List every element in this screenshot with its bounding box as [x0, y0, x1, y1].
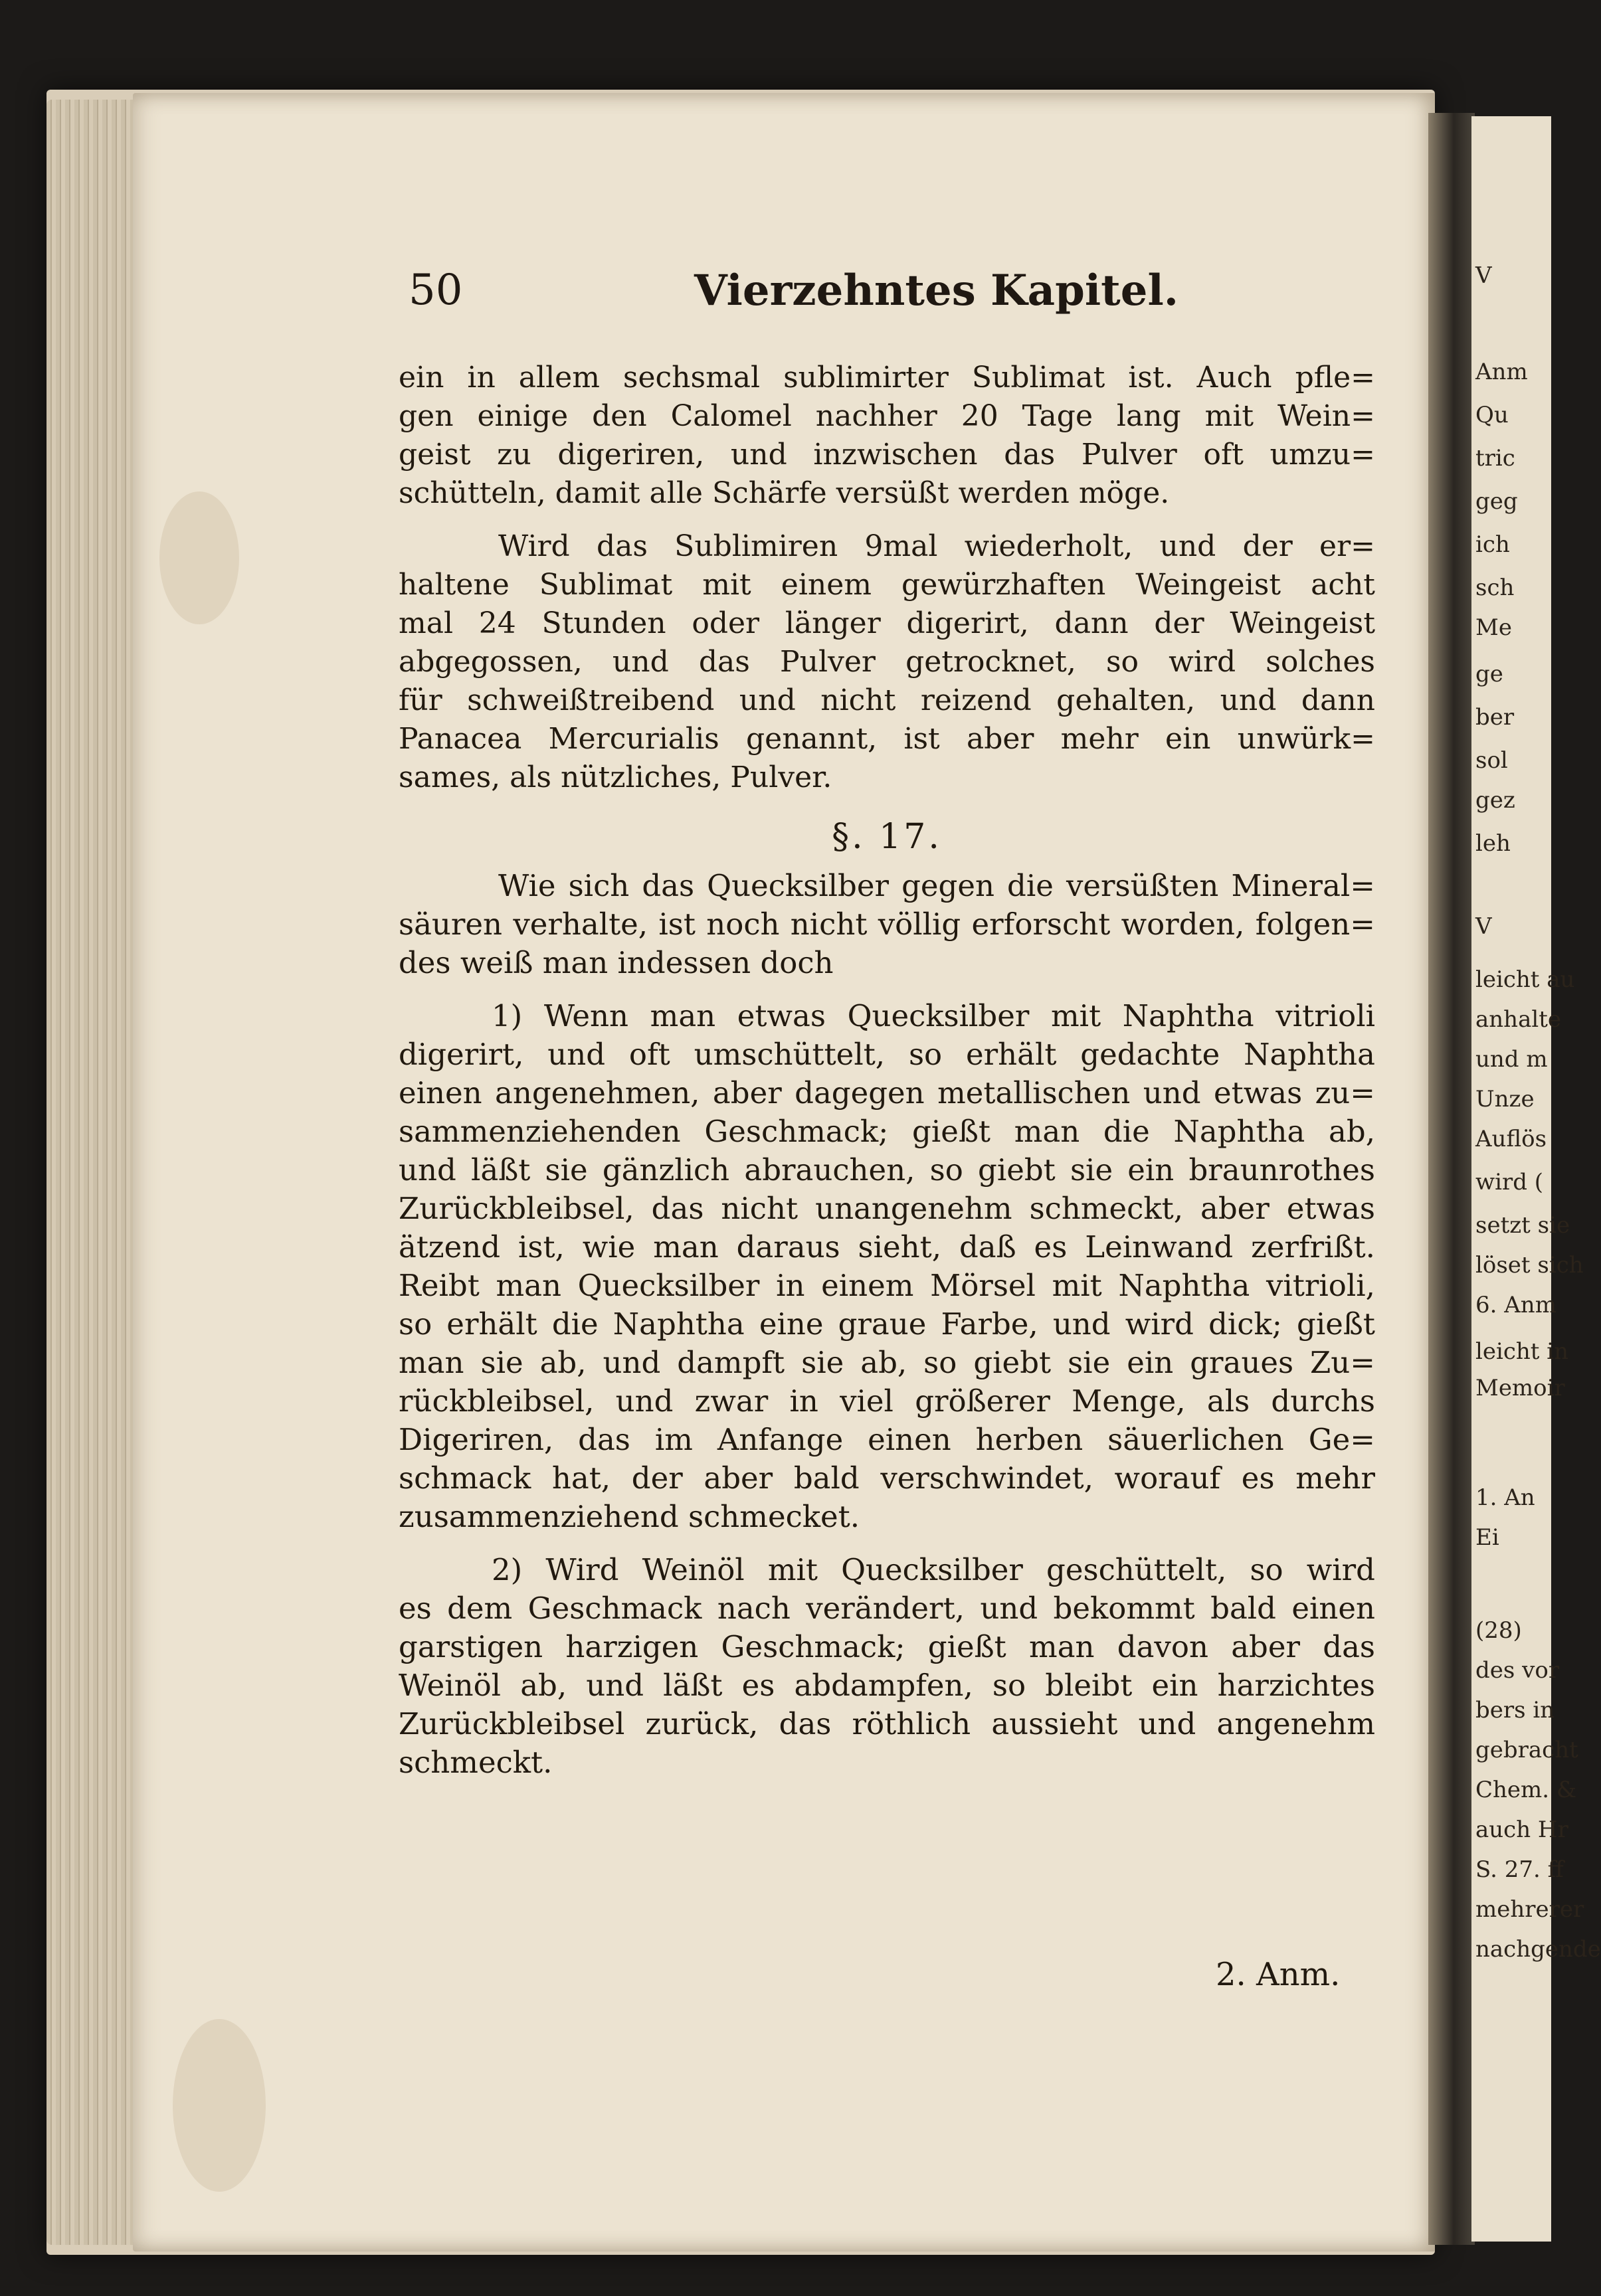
paragraph-4	[399, 997, 1375, 1536]
catchword: 2. Anm.	[1216, 1956, 1341, 1993]
text-line: Panacea Mercurialis genannt, ist aber mehr ein unwürk=	[399, 722, 1375, 756]
text-line: und läßt sie gänzlich abrauchen, so giebt sie ein braunrothes	[399, 1152, 1375, 1188]
paragraph-2	[399, 527, 1375, 797]
facing-page-line: auch Hr	[1475, 1816, 1568, 1843]
facing-page-line: ge	[1475, 661, 1503, 687]
paragraph-5	[399, 1551, 1375, 1782]
facing-page-line: nachgende	[1475, 1936, 1601, 1963]
facing-page-line: Unze	[1475, 1086, 1535, 1112]
text-line: zusammenziehend schmecket.	[399, 1499, 860, 1534]
facing-page-line: leicht in	[1475, 1338, 1569, 1365]
text-line: Weinöl ab, und läßt es abdampfen, so bleibt ein harzichtes	[399, 1668, 1375, 1703]
text-line: Wie sich das Quecksilber gegen die versüßten Mineral=	[498, 868, 1375, 903]
facing-page-line: mehrerer	[1475, 1896, 1584, 1923]
facing-page-line: Chem. &	[1475, 1777, 1577, 1803]
text-line: Reibt man Quecksilber in einem Mörsel mit Naphtha vitrioli,	[399, 1268, 1375, 1303]
facing-page-line: Anm	[1475, 359, 1528, 385]
text-line: einen angenehmen, aber dagegen metallischen und etwas zu=	[399, 1075, 1375, 1110]
facing-page-line: tric	[1475, 445, 1515, 472]
text-line: 1) Wenn man etwas Quecksilber mit Naphtha vitrioli	[492, 998, 1375, 1033]
facing-page-line: 6. Anm	[1475, 1292, 1556, 1318]
text-line: für schweißtreibend und nicht reizend gehalten, und dann	[399, 683, 1375, 717]
facing-page-line: löset sich	[1475, 1252, 1584, 1279]
facing-page-line: des vor	[1475, 1657, 1560, 1684]
text-line: Zurückbleibsel zurück, das röthlich aussieht und angenehm	[399, 1706, 1375, 1741]
paper-stain	[173, 2019, 266, 2192]
facing-page-line: bers in	[1475, 1697, 1555, 1723]
section-heading: §. 17.	[832, 817, 942, 857]
text-line: mal 24 Stunden oder länger digerirt, dann der Weingeist	[399, 606, 1375, 640]
facing-page-line: Me	[1475, 614, 1512, 641]
facing-page-line: sch	[1475, 574, 1515, 601]
text-line: gen einige den Calomel nachher 20 Tage lang mit Wein=	[399, 399, 1375, 433]
text-line: so erhält die Naphtha eine graue Farbe, und wird dick; gießt	[399, 1306, 1375, 1342]
text-line: des weiß man indessen doch	[399, 945, 834, 980]
facing-page-line: leh	[1475, 830, 1511, 857]
body-text	[399, 359, 1375, 1782]
text-line: rückbleibsel, und zwar in viel größerer Menge, als durchs	[399, 1383, 1375, 1419]
facing-page-line: Auflös	[1475, 1126, 1547, 1152]
facing-page-line: Memoir	[1475, 1375, 1565, 1401]
facing-page-line: V	[1475, 913, 1492, 940]
facing-page-line: ber	[1475, 704, 1515, 731]
facing-page-line: (28)	[1475, 1617, 1522, 1644]
facing-page-line: und m	[1475, 1046, 1548, 1073]
facing-page-line: 1. An	[1475, 1484, 1535, 1511]
page-number: 50	[409, 266, 463, 315]
facing-page-line: anhalte	[1475, 1006, 1561, 1033]
facing-page-line: ich	[1475, 531, 1510, 558]
facing-page-line: Qu	[1475, 402, 1509, 428]
text-line: es dem Geschmack nach verändert, und bekommt bald einen	[399, 1591, 1375, 1626]
text-line: schmeckt.	[399, 1745, 553, 1780]
paper-stain	[159, 491, 239, 624]
text-line: Digeriren, das im Anfange einen herben säuerlichen Ge=	[399, 1422, 1375, 1457]
text-line: geist zu digeriren, und inzwischen das Pulver oft umzu=	[399, 438, 1375, 472]
text-line: Wird das Sublimiren 9mal wiederholt, und der er=	[498, 529, 1375, 563]
facing-page-line: gez	[1475, 787, 1515, 814]
paragraph-1	[399, 359, 1375, 513]
text-line: 2) Wird Weinöl mit Quecksilber geschüttelt, so wird	[492, 1552, 1375, 1587]
facing-page-line: V	[1475, 262, 1492, 289]
text-line: abgegossen, und das Pulver getrocknet, so wird solches	[399, 645, 1375, 679]
facing-page-line: geg	[1475, 488, 1518, 515]
facing-page-line: S. 27. ff	[1475, 1856, 1564, 1883]
text-line: haltene Sublimat mit einem gewürzhaften Weingeist acht	[399, 568, 1375, 602]
text-line: digerirt, und oft umschüttelt, so erhält gedachte Naphtha	[399, 1037, 1375, 1072]
facing-page-line: sol	[1475, 747, 1508, 774]
text-line: Zurückbleibsel, das nicht unangenehm schmeckt, aber etwas	[399, 1191, 1375, 1226]
facing-page-line: leicht au	[1475, 966, 1575, 993]
text-line: sames, als nützliches, Pulver.	[399, 760, 832, 794]
paragraph-3	[399, 867, 1375, 982]
text-line: säuren verhalte, ist noch nicht völlig erforscht worden, folgen=	[399, 907, 1375, 942]
text-line: ein in allem sechsmal sublimirter Sublimat ist. Auch pfle=	[399, 361, 1375, 395]
facing-page-line: setzt sie	[1475, 1212, 1570, 1239]
chapter-title: Vierzehntes Kapitel.	[694, 266, 1179, 315]
text-line: ätzend ist, wie man daraus sieht, daß es Leinwand zerfrißt.	[399, 1229, 1375, 1265]
text-line: garstigen harzigen Geschmack; gießt man davon aber das	[399, 1629, 1375, 1664]
running-head	[409, 266, 1365, 325]
facing-page-fragment	[1471, 116, 1601, 2242]
text-line: man sie ab, und dampft sie ab, so giebt sie ein graues Zu=	[399, 1345, 1375, 1380]
text-line: sammenziehenden Geschmack; gießt man die Naphtha ab,	[399, 1114, 1375, 1149]
text-line: schütteln, damit alle Schärfe versüßt werden möge.	[399, 476, 1170, 510]
text-line: schmack hat, der aber bald verschwindet, worauf es mehr	[399, 1460, 1375, 1496]
book-spine	[1428, 113, 1475, 2245]
facing-page-line: wird (	[1475, 1169, 1544, 1195]
facing-page-line: gebracht	[1475, 1737, 1578, 1763]
facing-page-line: Ei	[1475, 1524, 1499, 1551]
